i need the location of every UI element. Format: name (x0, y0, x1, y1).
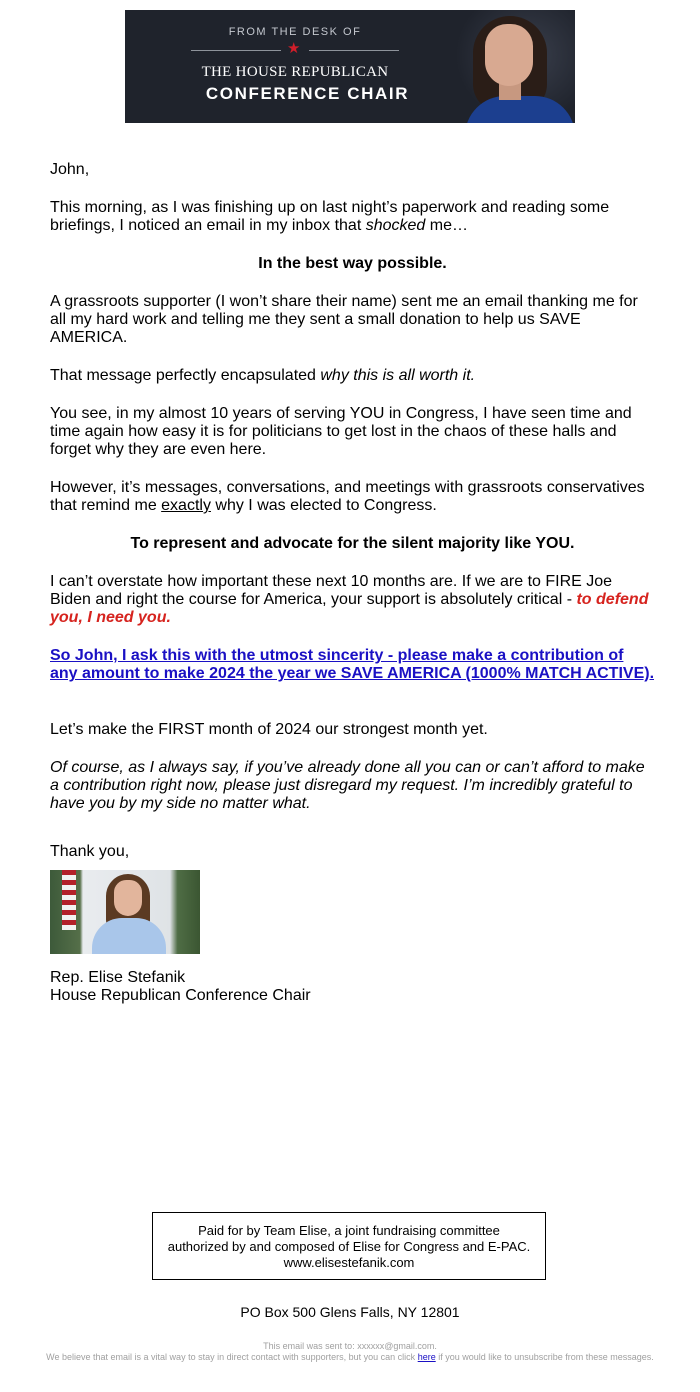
paragraph-10-italic: Of course, as I always say, if you’ve already done all you can or can’t afford to make a contribution right now, please just disregard my request. I’m incredibly grateful to have you by my side no matter what. (50, 759, 645, 812)
banner-rule-left (191, 50, 281, 51)
paragraph-1 (50, 199, 655, 235)
donate-link[interactable]: So John, I ask this with the utmost sincerity - please make a contribution of any amount to make 2024 the year we SAVE AMERICA (1000% MATCH ACTIVE). (50, 647, 655, 682)
paragraph-6-text-end: why I was elected to Congress. (210, 497, 437, 514)
paid-for-text: Paid for by Team Elise, a joint fundraising committee authorized by and composed of Elise for Congress and E-PAC. www.elisestefanik.com (167, 1223, 531, 1270)
unsubscribe-link[interactable]: here (417, 1352, 436, 1362)
signature-title: House Republican Conference Chair (50, 987, 311, 1004)
paragraph-2-bold: In the best way possible. (258, 255, 447, 272)
paragraph-1-text: This morning, as I was finishing up on last night’s paperwork and reading some briefings, I noticed an email in my inbox that (50, 199, 610, 234)
paragraph-1-emphasis: shocked (365, 217, 426, 234)
paragraph-5: You see, in my almost 10 years of serving YOU in Congress, I have seen time and time again how easy it is for politicians to get lost in the chaos of these halls and forget why they are even here. (50, 405, 632, 458)
mailing-address: PO Box 500 Glens Falls, NY 12801 (240, 1304, 460, 1320)
sent-to-notice: This email was sent to: xxxxxx@gmail.com. (263, 1341, 437, 1351)
unsubscribe-text-end: if you would like to unsubscribe from these messages. (435, 1352, 654, 1362)
star-icon: ★ (287, 40, 301, 57)
disclaimer-box (152, 1212, 546, 1280)
banner-portrait-image (455, 10, 575, 123)
unsubscribe-notice (45, 1352, 655, 1362)
paragraph-8 (50, 573, 655, 627)
paragraph-4-text: That message perfectly encapsulated (50, 367, 321, 384)
paragraph-8-red-emphasis: to defend you, I need you. (50, 591, 649, 626)
banner-title-line1: THE HOUSE REPUBLICAN (201, 64, 389, 80)
paragraph-8-text: I can’t overstate how important these next 10 months are. If we are to FIRE Joe Biden and right the course for America, your support is absolutely critical - (50, 573, 613, 608)
unsubscribe-text: We believe that email is a vital way to stay in direct contact with supporters, but you can click (46, 1352, 418, 1362)
paragraph-1-text-end: me… (425, 217, 468, 234)
paragraph-4 (50, 367, 655, 385)
paragraph-9: Let’s make the FIRST month of 2024 our strongest month yet. (50, 721, 488, 738)
paragraph-3: A grassroots supporter (I won’t share their name) sent me an email thanking me for all my hard work and telling me they sent a small donation to help us SAVE AMERICA. (50, 293, 638, 346)
paragraph-6 (50, 479, 655, 515)
greeting: John, (50, 161, 90, 178)
banner-title-line2: CONFERENCE CHAIR (205, 84, 410, 103)
closing: Thank you, (50, 843, 130, 860)
banner-rule-right (309, 50, 399, 51)
paragraph-4-emphasis: why this is all worth it. (320, 367, 476, 384)
signature-photo (50, 870, 200, 954)
header-banner (125, 10, 575, 123)
paragraph-6-underline: exactly (161, 497, 211, 514)
signature-name: Rep. Elise Stefanik (50, 969, 186, 986)
banner-kicker: FROM THE DESK OF (228, 26, 362, 38)
paragraph-7-bold: To represent and advocate for the silent majority like YOU. (130, 535, 575, 552)
paragraph-6-text: However, it’s messages, conversations, and meetings with grassroots conservatives that remind me (50, 479, 645, 514)
